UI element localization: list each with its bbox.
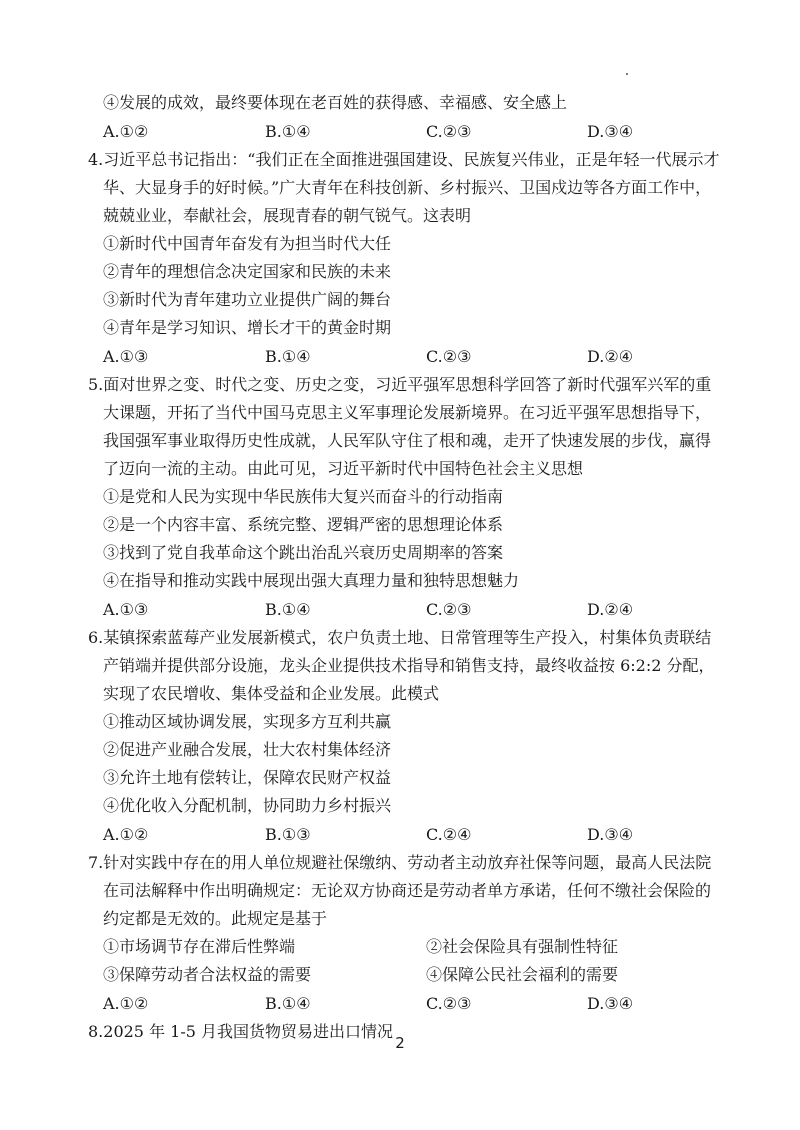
q5-option-d[interactable]: D.②④ bbox=[587, 600, 634, 619]
q3-option-b[interactable]: B.①④ bbox=[265, 122, 311, 141]
q6-option-d[interactable]: D.③④ bbox=[587, 825, 634, 844]
q5-statement-1: ①是党和人民为实现中华民族伟大复兴而奋斗的行动指南 bbox=[103, 487, 504, 506]
q4-statement-1: ①新时代中国青年奋发有为担当时代大任 bbox=[103, 234, 392, 253]
q4-stem-line-2: 华、大显身手的好时候。”广大青年在科技创新、乡村振兴、卫国戍边等各方面工作中， bbox=[103, 178, 712, 197]
q6-stem-line-1: 6.某镇探索蓝莓产业发展新模式，农户负责土地、日常管理等生产投入，村集体负责联结 bbox=[88, 628, 712, 647]
q5-statement-4: ④在指导和推动实践中展现出强大真理力量和独特思想魅力 bbox=[103, 571, 520, 590]
q4-statement-3: ③新时代为青年建功立业提供广阔的舞台 bbox=[103, 290, 392, 309]
q5-option-c[interactable]: C.②③ bbox=[426, 600, 472, 619]
q5-statement-2: ②是一个内容丰富、系统完整、逻辑严密的思想理论体系 bbox=[103, 515, 504, 534]
q6-stem-line-3: 实现了农民增收、集体受益和企业发展。此模式 bbox=[103, 684, 440, 703]
q5-option-a[interactable]: A.①③ bbox=[103, 600, 149, 619]
q3-option-c[interactable]: C.②③ bbox=[426, 122, 472, 141]
q4-option-a[interactable]: A.①③ bbox=[103, 347, 149, 366]
q7-statement-2: ②社会保险具有强制性特征 bbox=[426, 937, 619, 956]
q6-option-b[interactable]: B.①③ bbox=[265, 825, 311, 844]
q7-option-a[interactable]: A.①② bbox=[103, 994, 149, 1013]
q6-statement-3: ③允许土地有偿转让，保障农民财产权益 bbox=[103, 768, 392, 787]
q3-option-d[interactable]: D.③④ bbox=[587, 122, 634, 141]
q7-option-b[interactable]: B.①④ bbox=[265, 994, 311, 1013]
q5-option-b[interactable]: B.①④ bbox=[265, 600, 311, 619]
q6-statement-1: ①推动区域协调发展，实现多方互利共赢 bbox=[103, 712, 392, 731]
q4-stem-line-1: 4.习近平总书记指出：“我们正在全面推进强国建设、民族复兴伟业，正是年轻一代展示才 bbox=[88, 150, 720, 169]
q3-statement-4: ④发展的成效，最终要体现在老百姓的获得感、幸福感、安全感上 bbox=[103, 93, 568, 112]
q7-option-d[interactable]: D.③④ bbox=[587, 994, 634, 1013]
q7-stem-line-3: 约定都是无效的。此规定是基于 bbox=[103, 909, 328, 928]
q4-option-d[interactable]: D.②④ bbox=[587, 347, 634, 366]
q7-statement-3: ③保障劳动者合法权益的需要 bbox=[103, 965, 312, 984]
q7-statement-1: ①市场调节存在滞后性弊端 bbox=[103, 937, 296, 956]
q7-statement-4: ④保障公民社会福利的需要 bbox=[426, 965, 619, 984]
q5-statement-3: ③找到了党自我革命这个跳出治乱兴衰历史周期率的答案 bbox=[103, 543, 504, 562]
q7-option-c[interactable]: C.②③ bbox=[426, 994, 472, 1013]
q4-stem-line-3: 兢兢业业，奉献社会，展现青春的朝气锐气。这表明 bbox=[103, 206, 472, 225]
q6-option-a[interactable]: A.①② bbox=[103, 825, 149, 844]
q6-stem-line-2: 产销端并提供部分设施，龙头企业提供技术指导和销售支持，最终收益按 6:2:2 分配， bbox=[103, 656, 715, 675]
q4-option-c[interactable]: C.②③ bbox=[426, 347, 472, 366]
q8-stem: 8.2025 年 1-5 月我国货物贸易进出口情况 bbox=[88, 1022, 394, 1041]
q7-stem-line-2: 在司法解释中作出明确规定：无论双方协商还是劳动者单方承诺，任何不缴社会保险的 bbox=[103, 881, 712, 900]
scan-speck bbox=[626, 73, 628, 75]
q3-option-a[interactable]: A.①② bbox=[103, 122, 149, 141]
q5-stem-line-3: 我国强军事业取得历史性成就，人民军队守住了根和魂，走开了快速发展的步伐，赢得 bbox=[103, 431, 712, 450]
q4-option-b[interactable]: B.①④ bbox=[265, 347, 311, 366]
q6-statement-4: ④优化收入分配机制，协同助力乡村振兴 bbox=[103, 796, 392, 815]
q4-statement-2: ②青年的理想信念决定国家和民族的未来 bbox=[103, 262, 392, 281]
q4-statement-4: ④青年是学习知识、增长才干的黄金时期 bbox=[103, 318, 392, 337]
q6-statement-2: ②促进产业融合发展，壮大农村集体经济 bbox=[103, 740, 392, 759]
q5-stem-line-1: 5.面对世界之变、时代之变、历史之变，习近平强军思想科学回答了新时代强军兴军的重 bbox=[88, 375, 712, 394]
q6-option-c[interactable]: C.②④ bbox=[426, 825, 472, 844]
q7-stem-line-1: 7.针对实践中存在的用人单位规避社保缴纳、劳动者主动放弃社保等问题，最高人民法院 bbox=[88, 853, 712, 872]
page-number: 2 bbox=[395, 1034, 405, 1052]
q5-stem-line-4: 了迈向一流的主动。由此可见，习近平新时代中国特色社会主义思想 bbox=[103, 459, 584, 478]
q5-stem-line-2: 大课题，开拓了当代中国马克思主义军事理论发展新境界。在习近平强军思想指导下， bbox=[103, 403, 712, 422]
